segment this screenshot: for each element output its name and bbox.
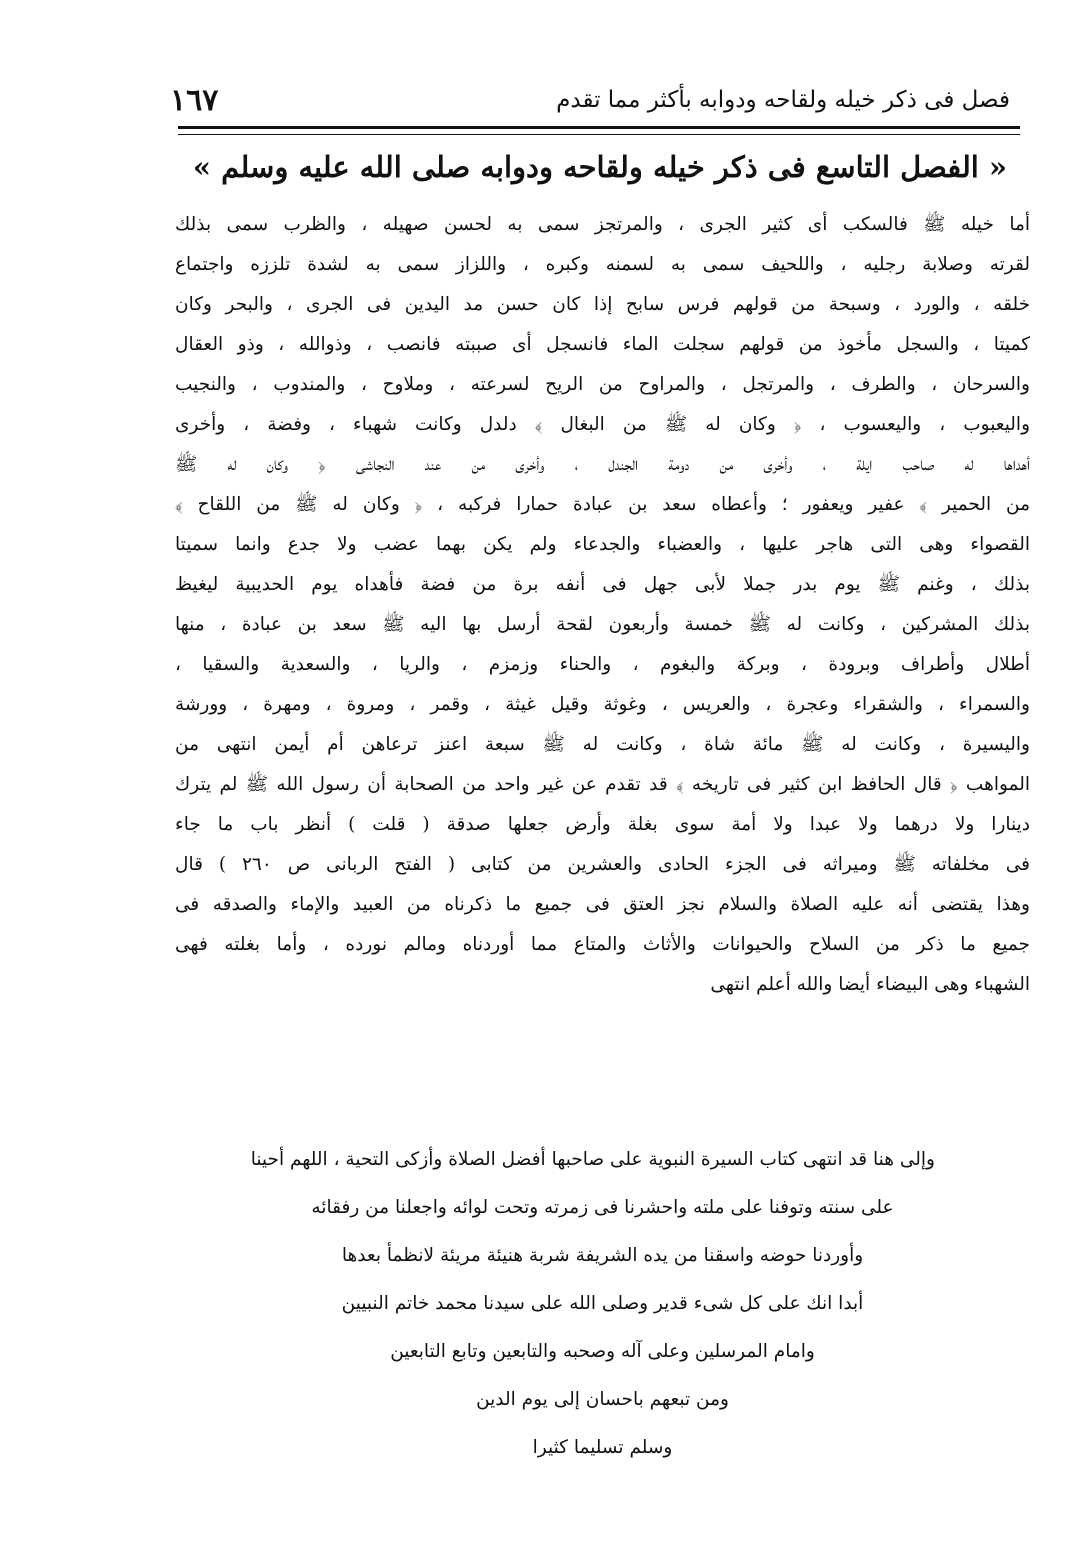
chapter-title: « الفصل التاسع فى ذكر خيله ولقاحه ودوابه صلى الله عليه وسلم » (192, 150, 1008, 184)
closing-line: وأوردنا حوضه واسقنا من يده الشريفة شربة هنيئة مريئة لانظمأ بعدها (341, 1245, 864, 1266)
header-rule-thin (178, 134, 1020, 135)
closing-line: على سنته وتوفنا على ملته واحشرنا فى زمرته وتحت لوائه واجعلنا من رفقائه (311, 1197, 894, 1218)
closing-line: وامام المرسلين وعلى آله وصحبه والتابعين وتابع التابعين (390, 1341, 815, 1362)
text-line: من الحمير ﴾ عفير ويعفور ؛ وأعطاه سعد بن عبادة حمارا فركبه ، ﴿ وكان له ﷺ من اللقاح ﴾ (175, 494, 1030, 515)
text-line: وهذا يقتضى أنه عليه الصلاة والسلام نجز العتق فى جميع ما ذكرناه من العبيد والإماء والصدقه فى (175, 894, 1030, 915)
text-line: لقرته وصلابة رجليه ، واللحيف سمى به لسمنه وكبره ، واللزاز سمى به لشدة تلززه واجتماع (175, 254, 1030, 275)
text-line: خلقه ، والورد ، وسبحة من قولهم فرس سابح إذا كان حسن مد اليدين فى الجرى ، والبحر وكان (175, 294, 1030, 315)
header-rule-thick (178, 126, 1020, 129)
closing-line: ومن تبعهم باحسان إلى يوم الدين (476, 1389, 729, 1410)
text-line: دينارا ولا درهما ولا عبدا ولا أمة سوى بغلة وأرض جعلها صدقة ( قلت ) أنظر باب ما جاء (175, 814, 1030, 835)
text-line: الشهباء وهى البيضاء أيضا والله أعلم انتهى (710, 974, 1030, 995)
text-line: بذلك المشركين ، وكانت له ﷺ خمسة وأربعون لقحة أرسل بها اليه ﷺ سعد بن عبادة ، منها (175, 614, 1030, 635)
text-line: كميتا ، والسجل مأخوذ من قولهم سجلت الماء فانسجل أى صببته فانصب ، وذوالله ، وذو العقال (175, 334, 1030, 355)
text-line: المواهب ﴿ قال الحافظ ابن كثير فى تاريخه ﴾ قد تقدم عن غير واحد من الصحابة أن رسول الله ﷺ لم يترك (175, 774, 1030, 795)
text-line: والسمراء ، والشقراء وعجرة ، والعريس ، وغوثة وقيل غيثة ، وقمر ، ومروة ، ومهرة ، وورشة (175, 694, 1030, 715)
text-line: أطلال وأطراف وبرودة ، وبركة والبغوم ، والحناء وزمزم ، والريا ، والسعدية والسقيا ، (175, 654, 1030, 675)
text-line: فى مخلفاته ﷺ وميراثه فى الجزء الحادى والعشرين من كتابى ( الفتح الربانى ص ٢٦٠ ) قال (175, 854, 1030, 875)
text-line: جميع ما ذكر من السلاح والحيوانات والأثاث والمتاع مما أوردناه ومالم نورده ، وأما بغلته فهى (175, 934, 1030, 955)
text-line: بذلك ، وغنم ﷺ يوم بدر جملا لأبى جهل فى أنفه برة من فضة فأهداه يوم الحديبية ليغيظ (175, 574, 1030, 595)
closing-line: أبدا انك على كل شىء قدير وصلى الله على سيدنا محمد خاتم النبيين (341, 1293, 864, 1314)
text-line: واليعبوب ، واليعسوب ، ﴿ وكان له ﷺ من البغال ﴾ دلدل وكانت شهباء ، وفضة ، وأخرى (175, 414, 1030, 435)
text-line: أما خيله ﷺ فالسكب أى كثير الجرى ، والمرتجز سمى به لحسن صهيله ، والظرب سمى بذلك (175, 214, 1030, 235)
body-paragraph (175, 205, 1030, 1005)
page-number: ١٦٧ (170, 82, 219, 118)
text-line: أهداها له صاحب ايلة ، وأخرى من دومة الجندل ، وأخرى من عند النجاشى ﴿ وكان له ﷺ (175, 454, 1030, 475)
closing-line: وسلم تسليما كثيرا (532, 1437, 673, 1458)
closing-prayer (175, 1136, 1030, 1472)
text-line: واليسيرة ، وكانت له ﷺ مائة شاة ، وكانت له ﷺ سبعة اعنز ترعاهن أم أيمن انتهى من (175, 734, 1030, 755)
page-header (170, 78, 1010, 122)
text-line: القصواء وهى التى هاجر عليها ، والعضباء والجدعاء ولم يكن بهما عضب ولا جدع وانما سميتا (175, 534, 1030, 555)
text-line: والسرحان ، والطرف ، والمرتجل ، والمراوح من الريح لسرعته ، وملاوح ، والمندوب ، والنجيب (175, 374, 1030, 395)
closing-line: وإلى هنا قد انتهى كتاب السيرة النبوية على صاحبها أفضل الصلاة وأزكى التحية ، اللهم أحينا (250, 1149, 935, 1170)
running-title: فصل فى ذكر خيله ولقاحه ودوابه بأكثر مما تقدم (556, 87, 1010, 113)
